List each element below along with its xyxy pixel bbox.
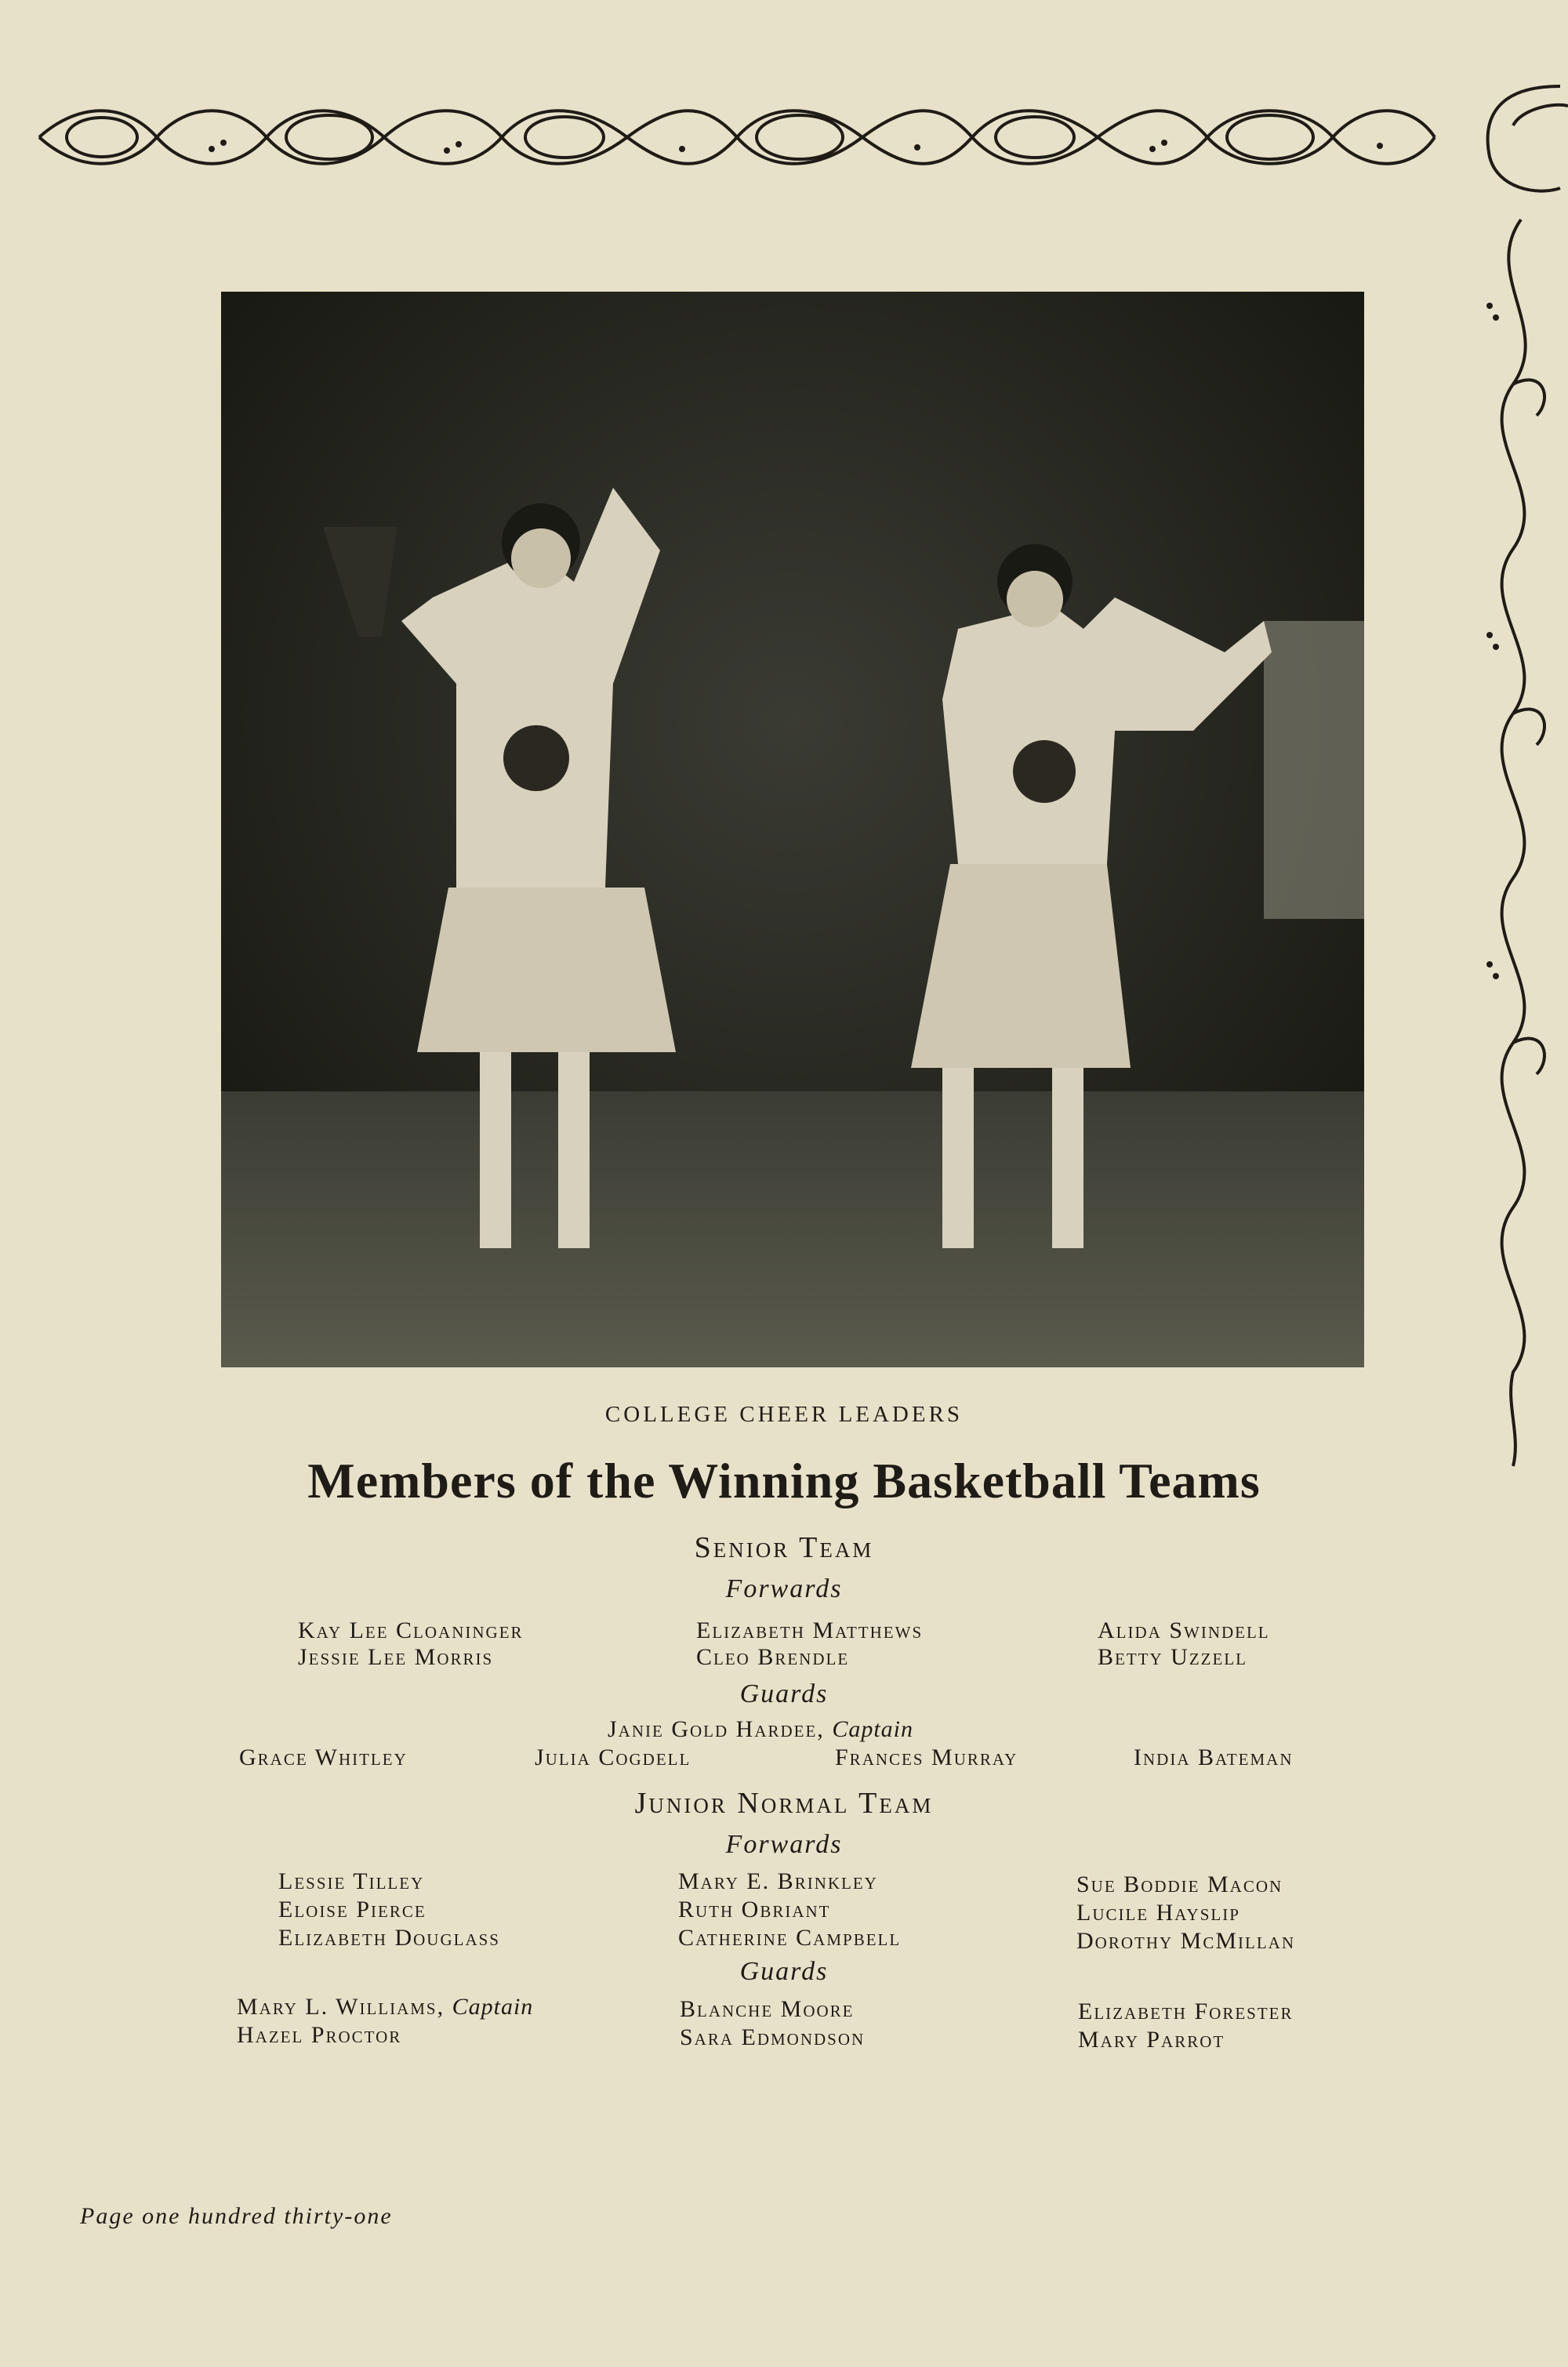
- junior-guard: Blanche Moore: [680, 1996, 855, 2022]
- junior-team-heading: Junior Normal Team: [634, 1787, 934, 1820]
- senior-forward: Jessie Lee Morris: [298, 1644, 494, 1670]
- captain-label: Captain: [452, 1994, 534, 2020]
- senior-guard: Grace Whitley: [239, 1744, 408, 1770]
- junior-forward: Dorothy McMillan: [1076, 1928, 1295, 1954]
- junior-guards-label: Guards: [739, 1957, 829, 1986]
- vine-side-ornament: [1466, 71, 1568, 1482]
- page-number: Page one hundred thirty-one: [80, 2203, 393, 2229]
- senior-guard: Frances Murray: [835, 1744, 1018, 1770]
- senior-guards-label: Guards: [739, 1679, 829, 1708]
- scroll-border-ornament: [31, 94, 1443, 180]
- captain-label: Captain: [832, 1716, 913, 1742]
- senior-forward: Elizabeth Matthews: [696, 1617, 924, 1643]
- junior-guard: Mary Parrot: [1078, 2027, 1225, 2053]
- junior-forward: Ruth Obriant: [678, 1897, 831, 1922]
- junior-guard: Sara Edmondson: [680, 2024, 866, 2050]
- junior-forward: Eloise Pierce: [278, 1897, 426, 1922]
- junior-forwards-label: Forwards: [725, 1830, 843, 1859]
- senior-guard: India Bateman: [1134, 1744, 1294, 1770]
- senior-forwards-label: Forwards: [725, 1574, 843, 1603]
- junior-forward: Elizabeth Douglass: [278, 1925, 500, 1951]
- junior-forward: Sue Boddie Macon: [1076, 1871, 1283, 1897]
- page-title: Members of the Winning Basketball Teams: [307, 1453, 1261, 1508]
- senior-forward: Kay Lee Cloaninger: [298, 1617, 524, 1643]
- junior-forward: Catherine Campbell: [678, 1925, 902, 1951]
- junior-forward: Lucile Hayslip: [1076, 1900, 1240, 1926]
- junior-forward: Mary E. Brinkley: [678, 1868, 878, 1894]
- senior-forward: Alida Swindell: [1098, 1617, 1270, 1643]
- senior-captain: [608, 1715, 913, 1744]
- junior-guard: Hazel Proctor: [237, 2022, 402, 2048]
- captain-name: Janie Gold Hardee,: [608, 1716, 825, 1742]
- cheerleaders-photo: [221, 292, 1364, 1367]
- photo-caption: COLLEGE CHEER LEADERS: [604, 1402, 964, 1427]
- junior-captain: [237, 1993, 533, 2021]
- junior-guard: Elizabeth Forester: [1078, 1999, 1294, 2024]
- senior-forward: Betty Uzzell: [1098, 1644, 1247, 1670]
- junior-forward: Lessie Tilley: [278, 1868, 425, 1894]
- senior-forward: Cleo Brendle: [696, 1644, 850, 1670]
- senior-team-heading: Senior Team: [694, 1531, 874, 1564]
- senior-guard: Julia Cogdell: [535, 1744, 691, 1770]
- captain-name: Mary L. Williams,: [237, 1994, 445, 2020]
